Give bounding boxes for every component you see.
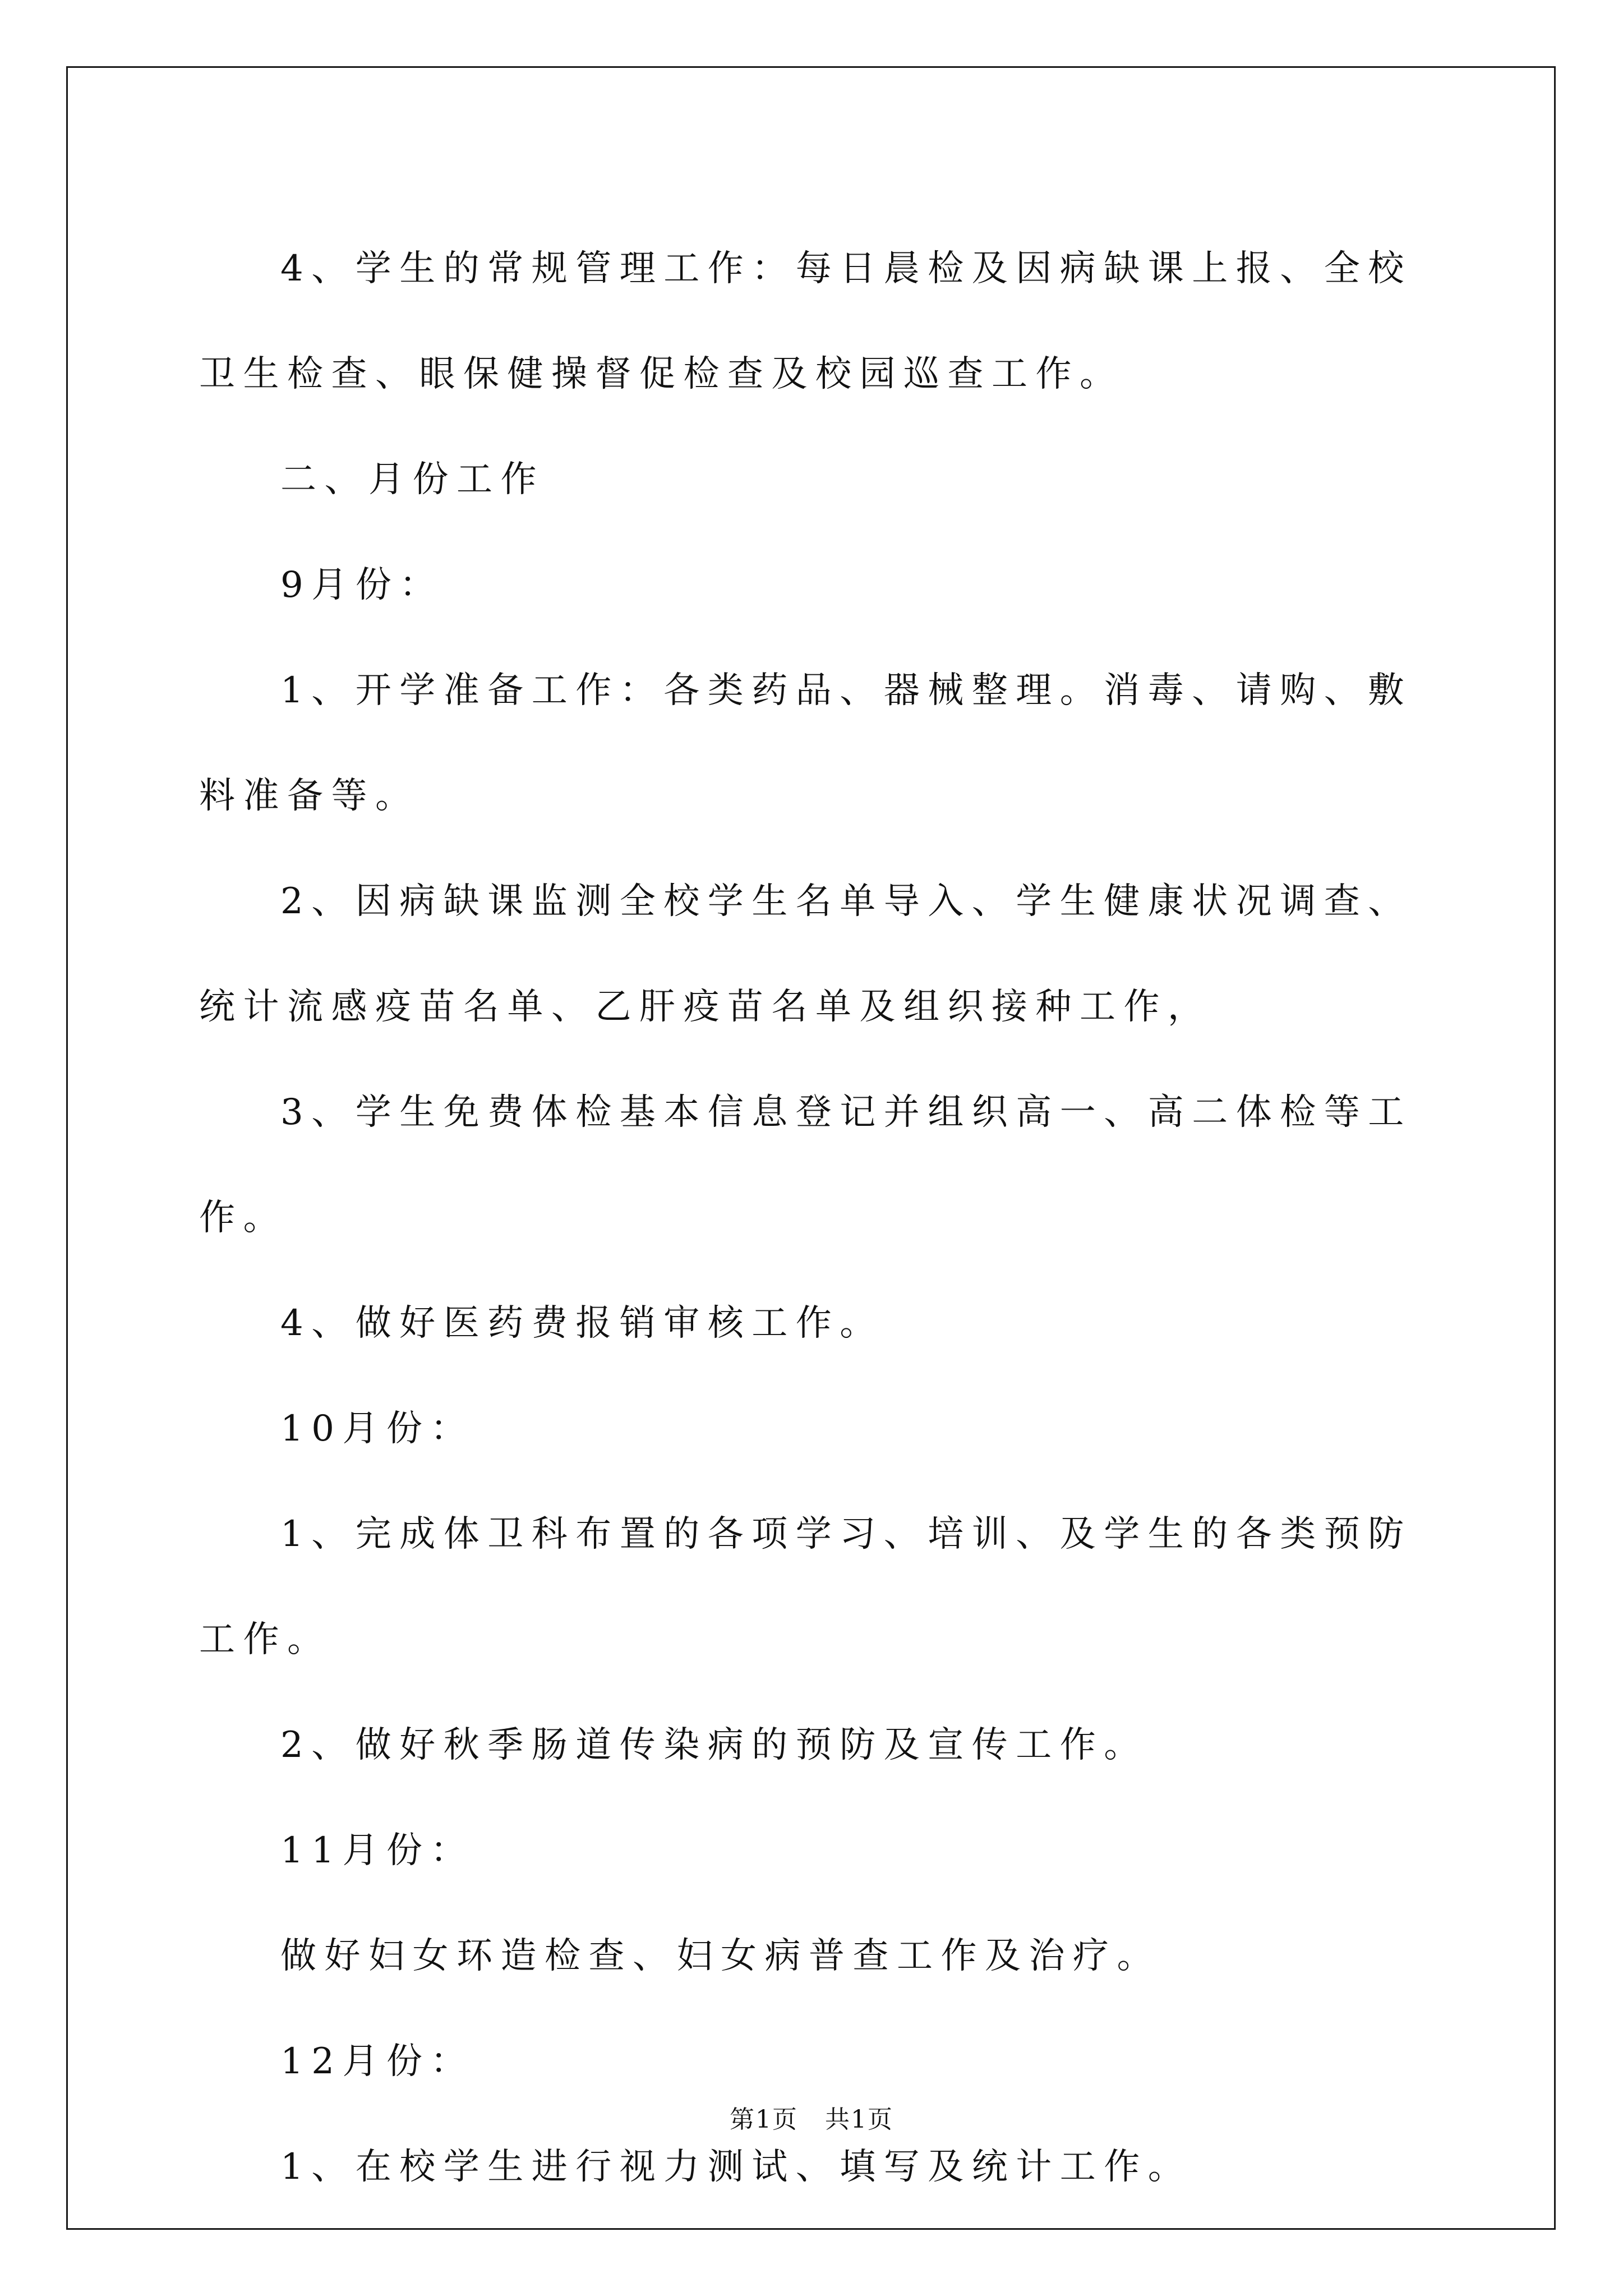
section-heading: 二、月份工作 <box>280 459 545 500</box>
paragraph: 2、因病缺课监测全校学生名单导入、学生健康状况调查、统计流感疫苗名单、乙肝疫苗名单及组织接种工作， <box>199 881 1412 1028</box>
page-total: 共1页 <box>825 2105 893 2134</box>
paragraph: 4、学生的常规管理工作：每日晨检及因病缺课上报、全校卫生检查、眼保健操督促检查及校园巡查工作。 <box>199 248 1412 395</box>
paragraph: 2、做好秋季肠道传染病的预防及宣传工作。 <box>280 1724 1148 1766</box>
paragraph: 4、做好医药费报销审核工作。 <box>280 1303 884 1344</box>
month-heading: 11月份： <box>280 1830 474 1871</box>
paragraph: 1、开学准备工作：各类药品、器械整理。消毒、请购、敷料准备等。 <box>199 670 1412 817</box>
paragraph: 3、学生免费体检基本信息登记并组织高一、高二体检等工作。 <box>199 1092 1412 1239</box>
paragraph: 1、完成体卫科布置的各项学习、培训、及学生的各类预防工作。 <box>199 1513 1412 1660</box>
paragraph: 做好妇女环造检查、妇女病普查工作及治疗。 <box>280 1935 1161 1977</box>
month-heading: 9月份： <box>280 564 444 606</box>
document-body <box>199 216 1433 2220</box>
month-heading: 12月份： <box>280 2041 474 2082</box>
page-footer <box>0 2099 1623 2135</box>
month-heading: 10月份： <box>280 1408 474 1450</box>
paragraph: 1、在校学生进行视力测试、填写及统计工作。 <box>280 2146 1192 2188</box>
page-number: 第1页 <box>730 2105 798 2134</box>
